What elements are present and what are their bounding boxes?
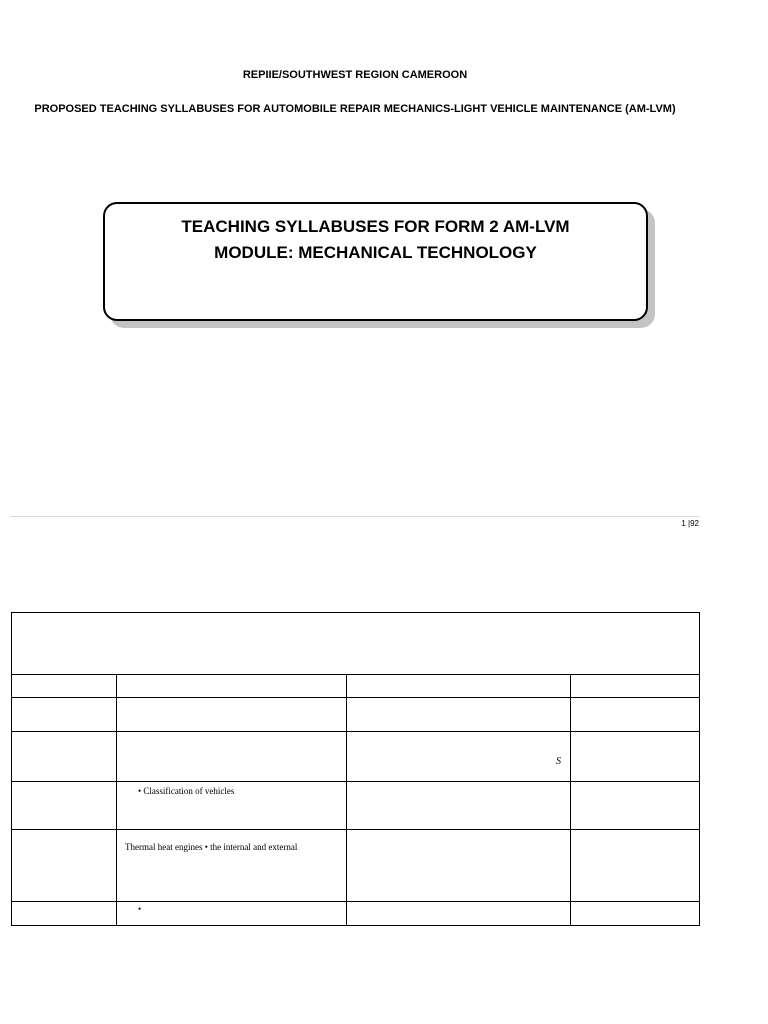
table-cell (347, 732, 571, 782)
page-number: 1 |92 (681, 519, 699, 528)
table-cell (12, 830, 117, 902)
table-row (12, 698, 700, 732)
table-cell (571, 782, 700, 830)
table-cell (347, 698, 571, 732)
table-cell (12, 902, 117, 926)
table-cell (347, 675, 571, 698)
table-row (12, 902, 700, 926)
table-cell (571, 698, 700, 732)
table-cell (571, 675, 700, 698)
table-cell (12, 732, 117, 782)
table-row (12, 675, 700, 698)
table-cell (571, 902, 700, 926)
syllabus-table (11, 612, 700, 926)
table-cell (117, 698, 347, 732)
table-row (12, 732, 700, 782)
table-cell (117, 782, 347, 830)
table-cell (12, 675, 117, 698)
table-cell (117, 732, 347, 782)
table-cell (571, 732, 700, 782)
table-cell (117, 830, 347, 902)
table-cell (571, 830, 700, 902)
table-row (12, 830, 700, 902)
table-cell (347, 902, 571, 926)
table-header-row (12, 613, 700, 675)
table-cell (347, 830, 571, 902)
table-cell (117, 902, 347, 926)
page-divider (10, 516, 700, 517)
table-cell (347, 782, 571, 830)
syllabus-title: TEACHING SYLLABUSES FOR FORM 2 AM-LVM (181, 217, 570, 236)
cell-mark: S (556, 756, 561, 767)
module-title: MODULE: MECHANICAL TECHNOLOGY (214, 243, 537, 262)
table-cell (12, 782, 117, 830)
table-cell (12, 698, 117, 732)
cell-text: Thermal heat engines • the internal and external (125, 842, 298, 852)
title-box (103, 202, 648, 321)
table-row (12, 782, 700, 830)
cell-text: • (138, 904, 142, 914)
region-heading: REPIIE/SOUTHWEST REGION CAMEROON (242, 69, 468, 81)
table-cell (117, 675, 347, 698)
table-cell (12, 613, 700, 675)
cell-text: • Classification of vehicles (138, 786, 235, 796)
document-title: PROPOSED TEACHING SYLLABUSES FOR AUTOMOBILE REPAIR MECHANICS-LIGHT VEHICLE MAINTENANCE (AM-LVM) (34, 103, 676, 115)
